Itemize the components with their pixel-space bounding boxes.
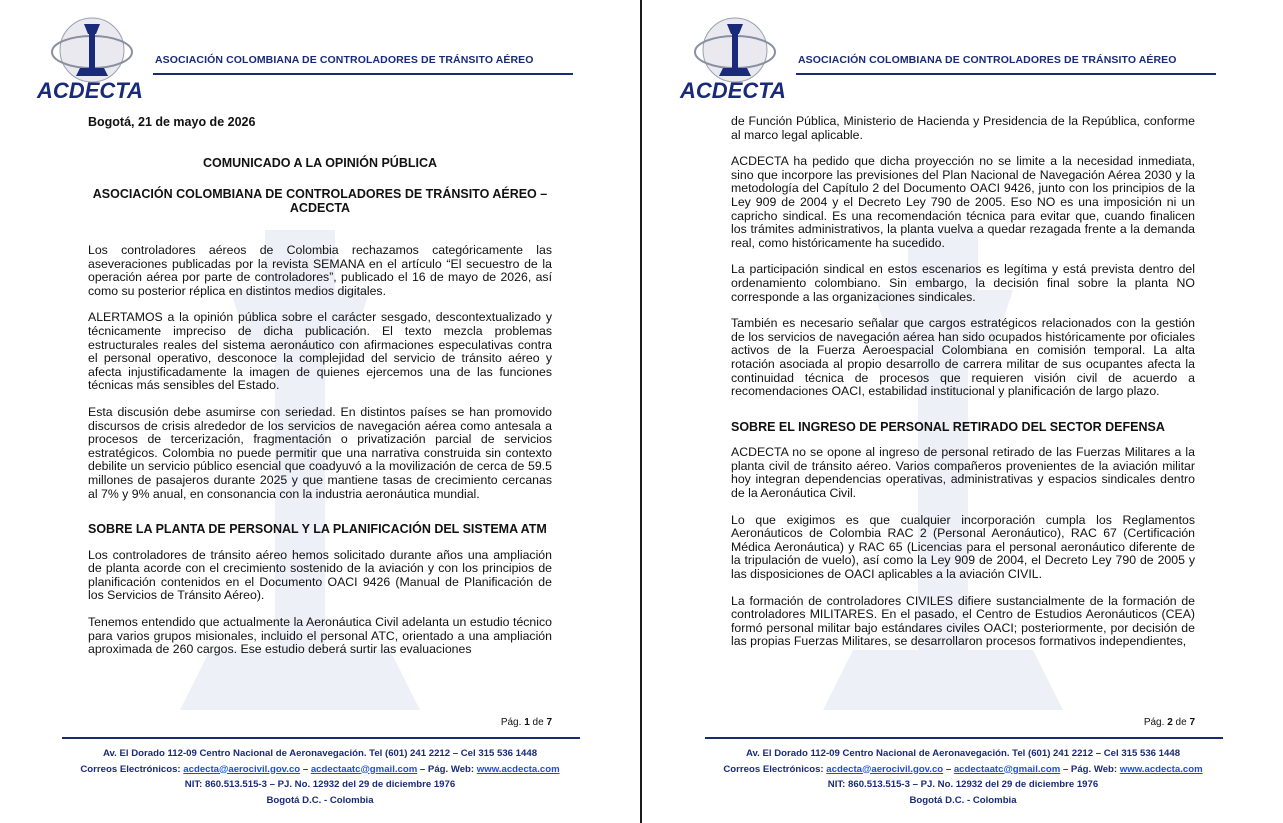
paragraph: ACDECTA no se opone al ingreso de personal retirado de las Fuerzas Militares a la planta civil de tránsito aéreo. Varios compañeros provenientes de la aviación militar hoy integran dependencias operativas, administrativas y espacios sindicales dentro de la Aeronáutica Civil. bbox=[731, 445, 1195, 501]
footer-nit: NIT: 860.513.515-3 – PJ. No. 12932 del 29 de diciembre 1976 bbox=[827, 779, 1099, 790]
paragraph: Los controladores de tránsito aéreo hemos solicitado durante años una ampliación de planta acorde con el crecimiento sostenido de la aviación y con los principios de planificación contenidos en el Documento OACI 9426 (Manual de Planificación de los Servicios de Tránsito Aéreo). bbox=[88, 547, 552, 603]
document-date: Bogotá, 21 de mayo de 2026 bbox=[88, 115, 256, 129]
header-rule bbox=[153, 73, 573, 75]
website-link[interactable]: www.acdecta.com bbox=[476, 763, 560, 775]
paragraph: La formación de controladores CIVILES difiere sustancialmente de la formación de controladores MILITARES. En el pasado, el Centro de Estudios Aeronáuticos (CEA) formó personal militar bajo estándares civiles OACI; posteriormente, por decisión de las propias Fuerzas Militares, se desarrollaron procesos formativos independientes, bbox=[731, 593, 1195, 649]
header-org-title: ASOCIACIÓN COLOMBIANA DE CONTROLADORES DE TRÁNSITO AÉREO bbox=[798, 54, 1177, 66]
footer bbox=[0, 746, 640, 808]
email-link[interactable]: acdecta@aerocivil.gov.co bbox=[183, 763, 301, 775]
paragraph: de Función Pública, Ministerio de Hacienda y Presidencia de la República, conforme al marco legal aplicable. bbox=[731, 114, 1195, 142]
footer-contacts: Correos Electrónicos: acdecta@aerocivil.gov.co – acdectaatc@gmail.com – Pág. Web: www.acdecta.com bbox=[723, 763, 1203, 775]
document-subtitle-line1: ASOCIACIÓN COLOMBIANA DE CONTROLADORES DE TRÁNSITO AÉREO – bbox=[92, 187, 548, 201]
footer-rule bbox=[62, 737, 580, 739]
email-link[interactable]: acdectaatc@gmail.com bbox=[953, 763, 1061, 775]
paragraph: ACDECTA ha pedido que dicha proyección no se limite a la necesidad inmediata, sino que incorpore las previsiones del Plan Nacional de Navegación Aérea 2030 y la metodología del Capítulo 2 del Documento OACI 9426, junto con los principios de la Ley 909 de 2004 y el Decreto Ley 790 de 2005. Eso NO es una imposición ni un capricho sindical. Es una recomendación técnica para evitar que, cuando finalicen los trámites administrativos, la planta vuelva a quedar rezagada frente a la demanda real, como históricamente ha sucedido. bbox=[731, 154, 1195, 250]
svg-text:ACDECTA: ACDECTA bbox=[680, 78, 786, 102]
acdecta-logo bbox=[20, 12, 160, 102]
header-rule bbox=[796, 73, 1216, 75]
page2-body bbox=[731, 115, 1195, 662]
document-page-1 bbox=[0, 0, 640, 823]
paragraph: ALERTAMOS a la opinión pública sobre el carácter sesgado, descontextualizado y técnicamente impreciso de dicha publicación. El texto mezcla problemas estructurales reales del sistema aeronáutico con afirmaciones especulativas contra el personal operativo, desconoce la complejidad del servicio de tránsito aéreo y afecta injustificadamente la imagen de quienes ejercemos una de las funciones técnicas más sensibles del Estado. bbox=[88, 310, 552, 393]
footer-nit: NIT: 860.513.515-3 – PJ. No. 12932 del 29 de diciembre 1976 bbox=[184, 779, 456, 790]
footer-city: Bogotá D.C. - Colombia bbox=[266, 794, 374, 806]
email-link[interactable]: acdecta@aerocivil.gov.co bbox=[826, 763, 944, 775]
page1-body bbox=[88, 244, 552, 670]
header-org-title: ASOCIACIÓN COLOMBIANA DE CONTROLADORES DE TRÁNSITO AÉREO bbox=[155, 54, 534, 66]
footer-rule bbox=[705, 737, 1223, 739]
footer-address: Av. El Dorado 112-09 Centro Nacional de Aeronavegación. Tel (601) 241 2212 – Cel 315 536 1448 bbox=[745, 748, 1181, 759]
footer-address: Av. El Dorado 112-09 Centro Nacional de Aeronavegación. Tel (601) 241 2212 – Cel 315 536 1448 bbox=[102, 748, 538, 759]
footer bbox=[643, 746, 1283, 808]
website-link[interactable]: www.acdecta.com bbox=[1119, 763, 1203, 775]
section-heading: SOBRE EL INGRESO DE PERSONAL RETIRADO DEL SECTOR DEFENSA bbox=[731, 419, 1165, 434]
svg-text:ACDECTA: ACDECTA bbox=[37, 78, 143, 102]
page-number: Pág. 1 de 7 bbox=[500, 717, 552, 728]
paragraph: Esta discusión debe asumirse con seriedad. En distintos países se han promovido discursos de crisis alrededor de los servicios de navegación aérea como antesala a procesos de tercerización, fragmentación o privatización parcial de servicios estratégicos. Colombia no puede permitir que una narrativa construida sin contexto debilite un servicio público esencial que coadyuvó a la movilización de cerca de 59.5 millones de pasajeros durante 2025 y que mantiene tasas de crecimiento cercanas al 7% y 9% anual, en consonancia con la industria aeronáutica mundial. bbox=[88, 404, 552, 501]
acdecta-logo bbox=[663, 12, 803, 102]
paragraph: La participación sindical en estos escenarios es legítima y está prevista dentro del ordenamiento colombiano. Sin embargo, la decisión final sobre la planta NO corresponde a las organizaciones sindicales. bbox=[731, 262, 1195, 304]
page-number: Pág. 2 de 7 bbox=[1143, 717, 1195, 728]
paragraph: Tenemos entendido que actualmente la Aeronáutica Civil adelanta un estudio técnico para varios grupos misionales, incluido el personal ATC, orientado a una ampliación aproximada de 260 cargos. Ese estudio deberá surtir las evaluaciones bbox=[88, 615, 552, 657]
document-title: COMUNICADO A LA OPINIÓN PÚBLICA bbox=[202, 156, 438, 170]
footer-city: Bogotá D.C. - Colombia bbox=[909, 794, 1017, 806]
document-subtitle-line2: ACDECTA bbox=[289, 201, 351, 215]
paragraph: Lo que exigimos es que cualquier incorporación cumpla los Reglamentos Aeronáuticos de Colombia RAC 2 (Personal Aeronáutico), RAC 67 (Certificación Médica Aeronáutica) y RAC 65 (Licencias para el personal aeronáutico diferente de la tripulación de vuelo), así como la Ley 909 de 2004, el Decreto Ley 790 de 2005 y las disposiciones de OACI aplicables a la aviación CIVIL. bbox=[731, 512, 1195, 582]
section-heading: SOBRE LA PLANTA DE PERSONAL Y LA PLANIFICACIÓN DEL SISTEMA ATM bbox=[88, 522, 547, 537]
document-page-2 bbox=[643, 0, 1283, 823]
footer-contacts: Correos Electrónicos: acdecta@aerocivil.gov.co – acdectaatc@gmail.com – Pág. Web: www.acdecta.com bbox=[80, 763, 560, 775]
paragraph: Los controladores aéreos de Colombia rechazamos categóricamente las aseveraciones publicadas por la revista SEMANA en el artículo “El secuestro de la operación aérea por parte de controladores”, publicado el 16 de mayo de 2026, así como su posterior réplica en distintos medios digitales. bbox=[88, 243, 552, 298]
email-link[interactable]: acdectaatc@gmail.com bbox=[310, 763, 418, 775]
page-divider bbox=[640, 0, 642, 823]
paragraph: También es necesario señalar que cargos estratégicos relacionados con la gestión de los servicios de navegación aérea han sido ocupados históricamente por oficiales activos de la Fuerza Aeroespacial Colombiana en comisión temporal. La alta rotación asociada al propio desarrollo de carrera militar de sus ocupantes afecta la continuidad técnica de procesos que requieren visión civil de acuerdo a recomendaciones OACI, estabilidad institucional y planificación de largo plazo. bbox=[731, 316, 1195, 399]
